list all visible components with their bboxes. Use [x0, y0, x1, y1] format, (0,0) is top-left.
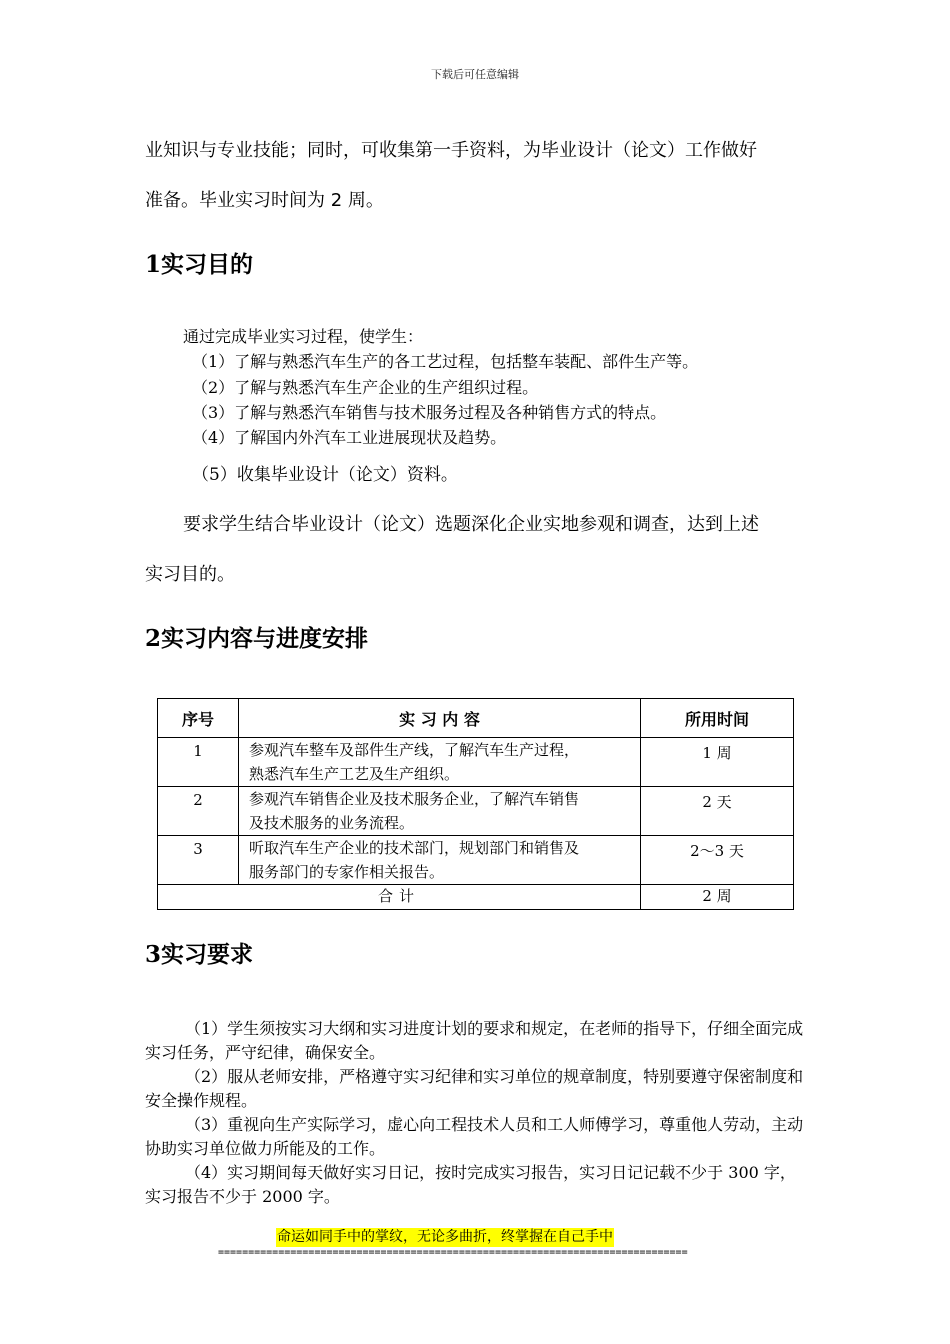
section1-item-4: （4）了解国内外汽车工业进展现状及趋势。: [192, 428, 507, 447]
table-total-row: [158, 885, 794, 910]
requirement-item: （2）服从老师安排，严格遵守实习纪律和实习单位的规章制度，特别要遵守保密制度和安全操作规程。: [145, 1067, 804, 1110]
section2-heading: [145, 620, 368, 653]
section2-title: 实习内容与进度安排: [161, 626, 369, 652]
total-label: 合计: [158, 885, 641, 910]
schedule-table: [157, 698, 794, 910]
footer-quote: 命运如同手中的掌纹，无论多曲折，终掌握在自己手中: [277, 1229, 613, 1245]
section2-number: 2: [145, 625, 162, 652]
requirement-item: （3）重视向生产实际学习，虚心向工程技术人员和工人师傅学习，尊重他人劳动，主动协助实习单位做力所能及的工作。: [145, 1115, 804, 1158]
section1-req-line-2: 实习目的。: [145, 564, 235, 585]
section1-req-line-1: 要求学生结合毕业设计（论文）选题深化企业实地参观和调查，达到上述: [183, 514, 759, 535]
section1-item-3: （3）了解与熟悉汽车销售与技术服务过程及各种销售方式的特点。: [192, 403, 667, 422]
row-no: 1: [158, 738, 239, 787]
requirement-item: （4）实习期间每天做好实习日记，按时完成实习报告，实习日记记载不少于 300 字，实习报告不少于 2000 字。: [145, 1163, 796, 1206]
row-time: 2 天: [641, 787, 794, 836]
section3-number: 3: [145, 941, 162, 968]
row-content-line: 参观汽车整车及部件生产线，了解汽车生产过程，: [249, 741, 580, 759]
header-note: 下载后可任意编辑: [431, 68, 519, 81]
row-content: [239, 738, 641, 787]
intro-line-1: 业知识与专业技能；同时，可收集第一手资料，为毕业设计（论文）工作做好: [145, 140, 757, 161]
row-content-line: 熟悉汽车生产工艺及生产组织。: [249, 765, 460, 783]
total-value: 2 周: [641, 885, 794, 910]
row-content-line: 参观汽车销售企业及技术服务企业，了解汽车销售: [249, 790, 580, 808]
header-no: 序号: [158, 699, 239, 738]
row-content: [239, 787, 641, 836]
row-time: 2～3 天: [641, 836, 794, 885]
row-no: 3: [158, 836, 239, 885]
section1-item-2: （2）了解与熟悉汽车生产企业的生产组织过程。: [192, 378, 539, 397]
row-content-line: 服务部门的专家作相关报告。: [249, 863, 445, 881]
section1-heading: [145, 246, 253, 279]
row-no: 2: [158, 787, 239, 836]
section1-title: 实习目的: [161, 252, 254, 278]
header-time: 所用时间: [641, 699, 794, 738]
row-content: [239, 836, 641, 885]
row-time: 1 周: [641, 738, 794, 787]
header-content: 实 习 内 容: [239, 699, 641, 738]
footer-rule: ==============================================================================: [218, 1248, 688, 1258]
table-row: [158, 836, 794, 885]
row-content-line: 及技术服务的业务流程。: [249, 814, 415, 832]
section3-title: 实习要求: [161, 942, 254, 968]
section1-lead: 通过完成毕业实习过程，使学生：: [183, 327, 424, 346]
section3-heading: [145, 936, 253, 969]
table-header-row: [158, 699, 794, 738]
table-row: [158, 738, 794, 787]
section1-number: 1: [145, 251, 162, 278]
intro-line-2: 准备。毕业实习时间为 2 周。: [145, 190, 384, 211]
section3-requirements: [145, 1017, 805, 1209]
row-content-line: 听取汽车生产企业的技术部门，规划部门和销售及: [249, 839, 580, 857]
section1-item-5: （5）收集毕业设计（论文）资料。: [192, 465, 458, 485]
requirement-item: （1）学生须按实习大纲和实习进度计划的要求和规定，在老师的指导下，仔细全面完成实习任务，严守纪律，确保安全。: [145, 1019, 804, 1062]
section1-item-1: （1）了解与熟悉汽车生产的各工艺过程，包括整车装配、部件生产等。: [192, 352, 699, 371]
table-row: [158, 787, 794, 836]
